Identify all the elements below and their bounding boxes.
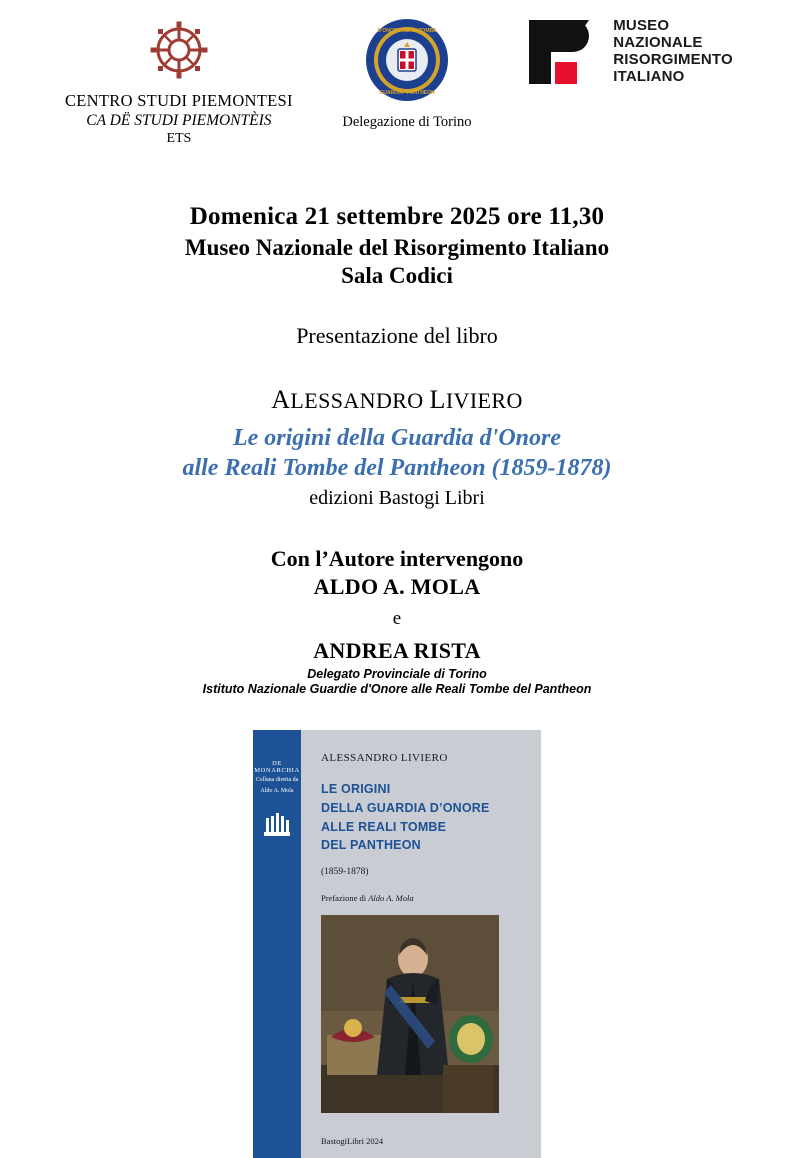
delegazione-torino-label: Delegazione di Torino [342,114,472,130]
cover-footer: BastogiLibri 2024 [321,1136,384,1146]
cover-title-line-2: DELLA GUARDIA D’ONORE [321,800,490,815]
conjunction-e: e [392,608,402,629]
book-title [60,423,734,483]
mnri-line-3: RISORGIMENTO [613,51,733,68]
cover-title-line-3: ALLE REALI TOMBE [321,819,447,834]
logo-centro-studi-piemontesi [50,18,308,147]
cover-portrait-illustration [321,915,499,1113]
header-logos [0,0,794,147]
mnri-line-2: NAZIONALE [613,34,703,52]
cover-preface-author: Aldo A. Mola [368,893,414,903]
book-publisher: edizioni Bastogi Libri [309,487,485,509]
event-venue: Museo Nazionale del Risorgimento Italiano [184,235,610,260]
event-date: Domenica 21 settembre 2025 ore 11,30 [189,203,605,230]
event-announcement [0,203,794,696]
guardia-donore-crest-icon [365,18,449,102]
centro-studi-piemontesi-line1: CENTRO STUDI PIEMONTESI [64,91,293,110]
speaker-andrea-rista: ANDREA RISTA [313,638,481,663]
logo-museo-nazionale-risorgimento [506,18,754,86]
book-author-name [60,385,734,415]
cover-title-line-4: DEL PANTHEON [321,838,421,853]
mnri-line-4: ITALIANO [613,67,685,85]
cover-author: ALESSANDRO LIVIERO [321,752,448,764]
cover-years: (1859-1878) [321,867,369,877]
logo-delegazione-torino [308,18,506,131]
spine-monument-icon [262,808,292,843]
speaker-role-line-2: Istituto Nazionale Guardie d'Onore alle Reali Tombe del Pantheon [202,682,592,696]
centro-studi-piemontesi-line2: CA DË STUDI PIEMONTÈIS [86,112,272,129]
book-cover-image [253,730,541,1158]
author-last-rest: IVIERO [445,388,523,413]
svg-text:GUARDIA · PANTHEON: GUARDIA · PANTHEON [379,90,435,96]
cover-preface-label: Prefazione di [321,893,369,903]
book-title-line-2: alle Reali Tombe del Pantheon (1859-1878) [182,455,612,481]
cover-title-line-1: LE ORIGINI [321,782,391,796]
mnri-line-1: MUSEO [613,17,670,35]
spine-series-sub: Collana diretta da [255,777,299,783]
with-author-label: Con l’Autore intervengono [270,546,524,571]
museo-nazionale-risorgimento-text [613,18,733,85]
cover-preface [321,893,523,903]
risorgimento-r-icon [527,18,601,86]
presentation-label: Presentazione del libro [296,323,498,348]
spine-series-director: Aldo A. Mola [260,787,294,794]
speaker-aldo-mola: ALDO A. MOLA [313,574,481,599]
centro-studi-piemontesi-line3: ETS [166,131,192,146]
spine-series-label: DE MONARCHIA [254,760,300,774]
book-cover-front [301,730,541,1158]
event-room: Sala Codici [341,263,453,288]
author-initial-first: A [271,385,291,414]
book-cover-spine [253,730,301,1158]
speaker-role-line-1: Delegato Provinciale di Torino [307,667,487,681]
cover-title [321,780,523,855]
author-initial-last: L [429,385,446,414]
author-first-rest: LESSANDRO [290,388,424,413]
book-cover-wrap [0,730,794,1158]
svg-text:D'ONORE REALI TOMBE: D'ONORE REALI TOMBE [377,28,437,34]
book-title-line-1: Le origini della Guardia d'Onore [232,425,562,451]
centro-studi-piemontesi-icon [147,18,211,82]
